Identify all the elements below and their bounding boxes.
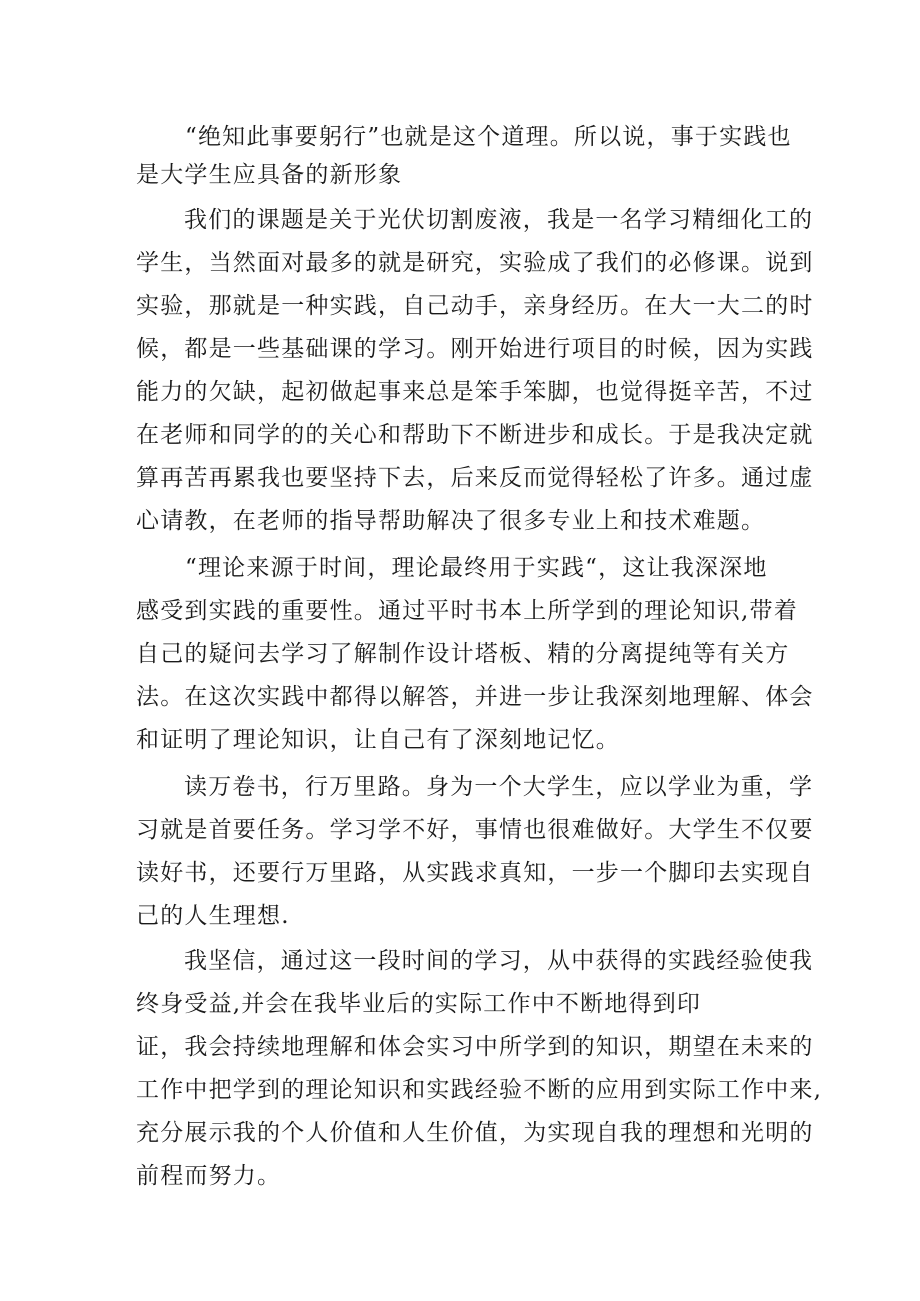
text-line: 实验，那就是一种实践，自己动手，亲身经历。在大一大二的时	[136, 293, 814, 319]
text-line: “理论来源于时间，理论最终用于实践“，这让我深深地	[185, 555, 768, 581]
text-line: 工作中把学到的理论知识和实践经验不断的应用到实际工作中来,	[136, 1077, 823, 1103]
text-line: 充分展示我的个人价值和人生价值，为实现自我的理想和光明的	[136, 1120, 814, 1146]
text-line: 学生，当然面对最多的就是研究，实验成了我们的必修课。说到	[136, 250, 814, 276]
text-line: 自己的疑问去学习了解制作设计塔板、精的分离提纯等有关方	[136, 641, 790, 667]
text-line: 前程而努力。	[136, 1163, 282, 1189]
text-line: 能力的欠缺，起初做起事来总是笨手笨脚，也觉得挺辛苦，不过	[136, 379, 814, 405]
text-line: 感受到实践的重要性。通过平时书本上所学到的理论知识,带着	[136, 598, 798, 624]
text-line: 习就是首要任务。学习学不好，事情也很难做好。大学生不仅要	[136, 817, 814, 843]
text-line: 法。在这次实践中都得以解答，并进一步让我深刻地理解、体会	[136, 684, 814, 710]
text-line: 是大学生应具备的新形象	[136, 162, 403, 188]
text-line: 读万卷书，行万里路。身为一个大学生，应以学业为重，学	[184, 774, 814, 800]
text-line: “绝知此事要躬行”也就是这个道理。所以说，事于实践也	[185, 124, 792, 150]
text-line: 在老师和同学的的关心和帮助下不断进步和成长。于是我决定就	[136, 422, 814, 448]
text-line: 终身受益,并会在我毕业后的实际工作中不断地得到印	[136, 991, 702, 1017]
text-line: 我坚信，通过这一段时间的学习，从中获得的实践经验使我	[184, 948, 814, 974]
text-line: 算再苦再累我也要坚持下去，后来反而觉得轻松了许多。通过虚	[136, 465, 814, 491]
text-line: 我们的课题是关于光伏切割废液，我是一名学习精细化工的	[184, 207, 814, 233]
text-line: 读好书，还要行万里路，从实践求真知，一步一个脚印去实现自	[136, 860, 814, 886]
text-line: 己的人生理想.	[136, 903, 290, 929]
text-line: 证，我会持续地理解和体会实习中所学到的知识，期望在未来的	[136, 1034, 814, 1060]
text-line: 候，都是一些基础课的学习。刚开始进行项目的时候，因为实践	[136, 336, 814, 362]
text-line: 心请教，在老师的指导帮助解决了很多专业上和技术难题。	[136, 508, 766, 534]
text-line: 和证明了理论知识，让自己有了深刻地记忆。	[136, 727, 620, 753]
